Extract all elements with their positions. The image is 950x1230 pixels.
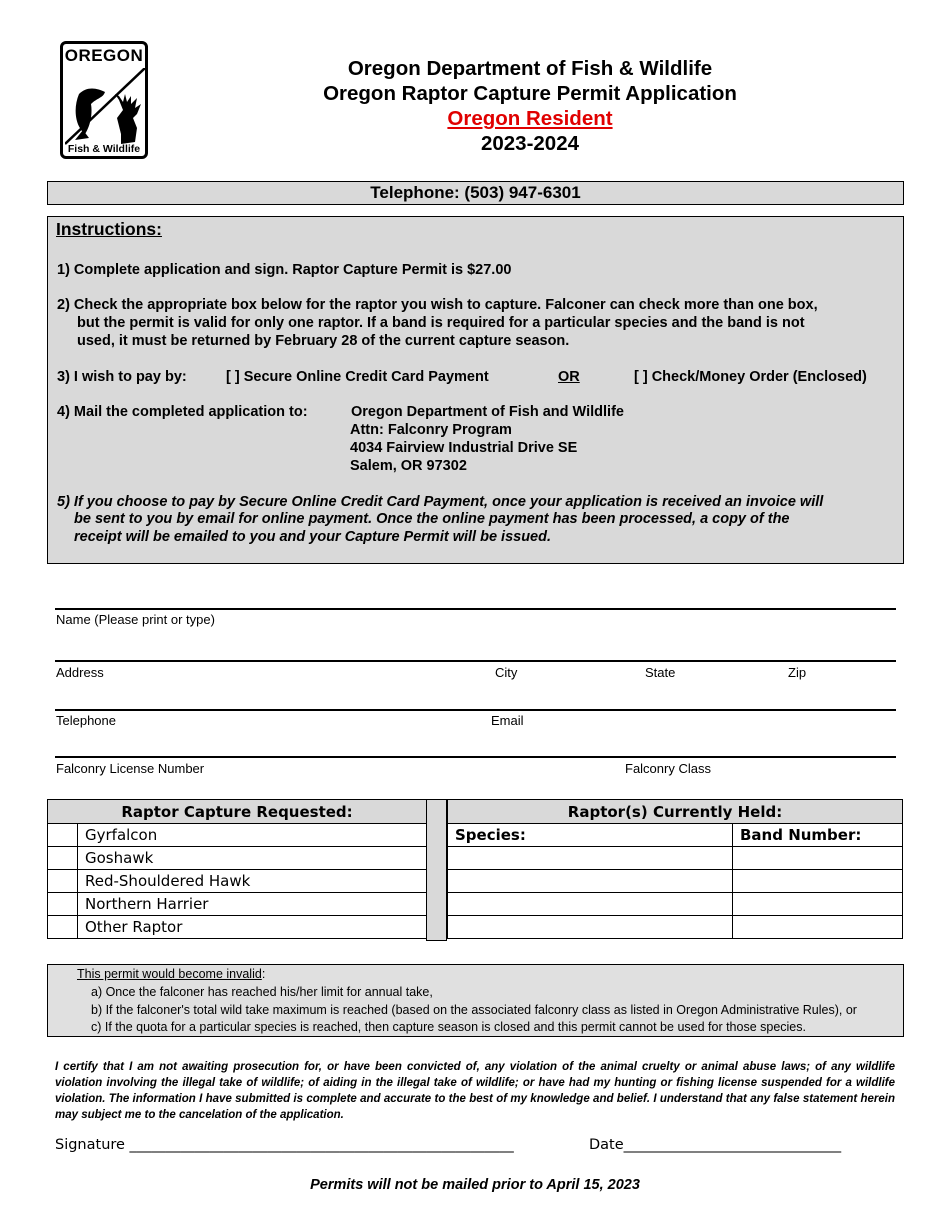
license-label: Falconry License Number: [56, 761, 205, 776]
email-label: Email: [491, 713, 524, 728]
telephone-bar: Telephone: (503) 947-6301: [47, 181, 904, 205]
held-table-header: Raptor(s) Currently Held:: [448, 800, 903, 824]
instruction-2-line3: used, it must be returned by February 28 of the current capture season.: [77, 333, 570, 349]
held-species-cell[interactable]: [448, 847, 733, 870]
held-table: [447, 799, 903, 939]
header-years: 2023-2024: [480, 132, 580, 155]
held-species-cell[interactable]: [448, 870, 733, 893]
held-band-cell[interactable]: [733, 847, 903, 870]
instruction-3-label: 3) I wish to pay by:: [57, 369, 187, 385]
pay-online-checkbox[interactable]: [ ] Secure Online Credit Card Payment: [226, 369, 489, 385]
class-label: Falconry Class: [625, 761, 711, 776]
fish-deer-icon: [65, 68, 145, 146]
instruction-5-line2: be sent to you by email for online payment. Once the online payment has been processed, a copy of the: [74, 511, 790, 527]
telephone-email-line[interactable]: [55, 709, 896, 711]
capture-table: [47, 799, 427, 939]
signature-field[interactable]: Signature _____________________________________________________: [55, 1137, 514, 1153]
band-number-column-header: Band Number:: [733, 824, 903, 847]
capture-checkbox-gyrfalcon[interactable]: [48, 824, 78, 847]
mail-address-line2: Attn: Falconry Program: [350, 422, 512, 438]
capture-species: Goshawk: [78, 847, 427, 870]
capture-checkbox-northern-harrier[interactable]: [48, 893, 78, 916]
header-resident: Oregon Resident: [447, 107, 613, 130]
invalid-item-b: b) If the falconer's total wild take maximum is reached (based on the associated falconry class as listed in Oregon Administrative Rules), or: [91, 1003, 857, 1017]
pay-or: OR: [558, 369, 580, 385]
invalid-title-colon: :: [261, 967, 266, 981]
capture-species: Northern Harrier: [78, 893, 427, 916]
logo-word: OREGON: [64, 46, 144, 65]
capture-checkbox-other-raptor[interactable]: [48, 916, 78, 939]
mail-address-line4: Salem, OR 97302: [350, 458, 467, 474]
instruction-1: 1) Complete application and sign. Raptor Capture Permit is $27.00: [57, 262, 512, 278]
instruction-4-label: 4) Mail the completed application to:: [57, 404, 308, 420]
instruction-2-line1: 2) Check the appropriate box below for the raptor you wish to capture. Falconer can check more than one box,: [57, 297, 818, 313]
telephone-label: Telephone: [56, 713, 116, 728]
held-band-cell[interactable]: [733, 870, 903, 893]
pay-check-checkbox[interactable]: [ ] Check/Money Order (Enclosed): [634, 369, 867, 385]
invalid-title: This permit would become invalid: [77, 967, 262, 981]
city-label: City: [495, 665, 518, 680]
capture-table-header: Raptor Capture Requested:: [48, 800, 427, 824]
held-species-cell[interactable]: [448, 916, 733, 939]
held-species-cell[interactable]: [448, 893, 733, 916]
logo-subtitle: Fish & Wildlife: [67, 143, 141, 155]
table-row: [448, 847, 903, 870]
certification-text: I certify that I am not awaiting prosecution for, or have been convicted of, any violation of the animal cruelty or animal abuse laws; of any wildlife violation involving the illegal take of wildlife; of aiding in the illegal take of wildlife; or have had my hunting or fishing license suspended for a wildlife violation. The information I have submitted is complete and accurate to the best of my knowledge and belief. I understand that any false statement herein may subject me to the cancelation of the application.: [55, 1061, 895, 1121]
zip-label: Zip: [788, 665, 807, 680]
mail-address-line3: 4034 Fairview Industrial Drive SE: [350, 440, 578, 456]
table-row: [48, 824, 427, 847]
footer-note: Permits will not be mailed prior to April 15, 2023: [310, 1177, 640, 1193]
table-row: [48, 893, 427, 916]
capture-checkbox-red-shouldered-hawk[interactable]: [48, 870, 78, 893]
address-label: Address: [56, 665, 104, 680]
license-line[interactable]: [55, 756, 896, 758]
invalid-item-c: c) If the quota for a particular species is reached, then capture season is closed and this permit cannot be used for those species.: [91, 1020, 806, 1034]
odfw-logo: [60, 41, 148, 159]
capture-checkbox-goshawk[interactable]: [48, 847, 78, 870]
table-separator: [426, 799, 447, 941]
table-row: [48, 916, 427, 939]
header-department: Oregon Department of Fish & Wildlife: [347, 57, 713, 80]
name-label: Name (Please print or type): [56, 612, 215, 627]
species-column-header: Species:: [448, 824, 733, 847]
held-band-cell[interactable]: [733, 893, 903, 916]
header-form-title: Oregon Raptor Capture Permit Application: [323, 82, 737, 105]
capture-species: Other Raptor: [78, 916, 427, 939]
table-row: [448, 893, 903, 916]
instructions-title: Instructions:: [56, 219, 162, 239]
date-field[interactable]: Date______________________________: [589, 1137, 842, 1153]
table-row: [48, 847, 427, 870]
instruction-2-line2: but the permit is valid for only one raptor. If a band is required for a particular species and the band is not: [77, 315, 805, 331]
invalid-conditions-box: [47, 964, 904, 1037]
instruction-5-line3: receipt will be emailed to you and your Capture Permit will be issued.: [74, 529, 552, 545]
address-line[interactable]: [55, 660, 896, 662]
mail-address-line1: Oregon Department of Fish and Wildlife: [351, 404, 624, 420]
instruction-5-line1: 5) If you choose to pay by Secure Online Credit Card Payment, once your application is received an invoice will: [57, 494, 824, 510]
invalid-item-a: a) Once the falconer has reached his/her limit for annual take,: [91, 985, 433, 999]
table-row: [48, 870, 427, 893]
held-band-cell[interactable]: [733, 916, 903, 939]
capture-species: Gyrfalcon: [78, 824, 427, 847]
table-row: [448, 870, 903, 893]
table-row: [448, 916, 903, 939]
instructions-box: [47, 216, 904, 564]
state-label: State: [645, 665, 676, 680]
name-line[interactable]: [55, 608, 896, 610]
capture-species: Red-Shouldered Hawk: [78, 870, 427, 893]
